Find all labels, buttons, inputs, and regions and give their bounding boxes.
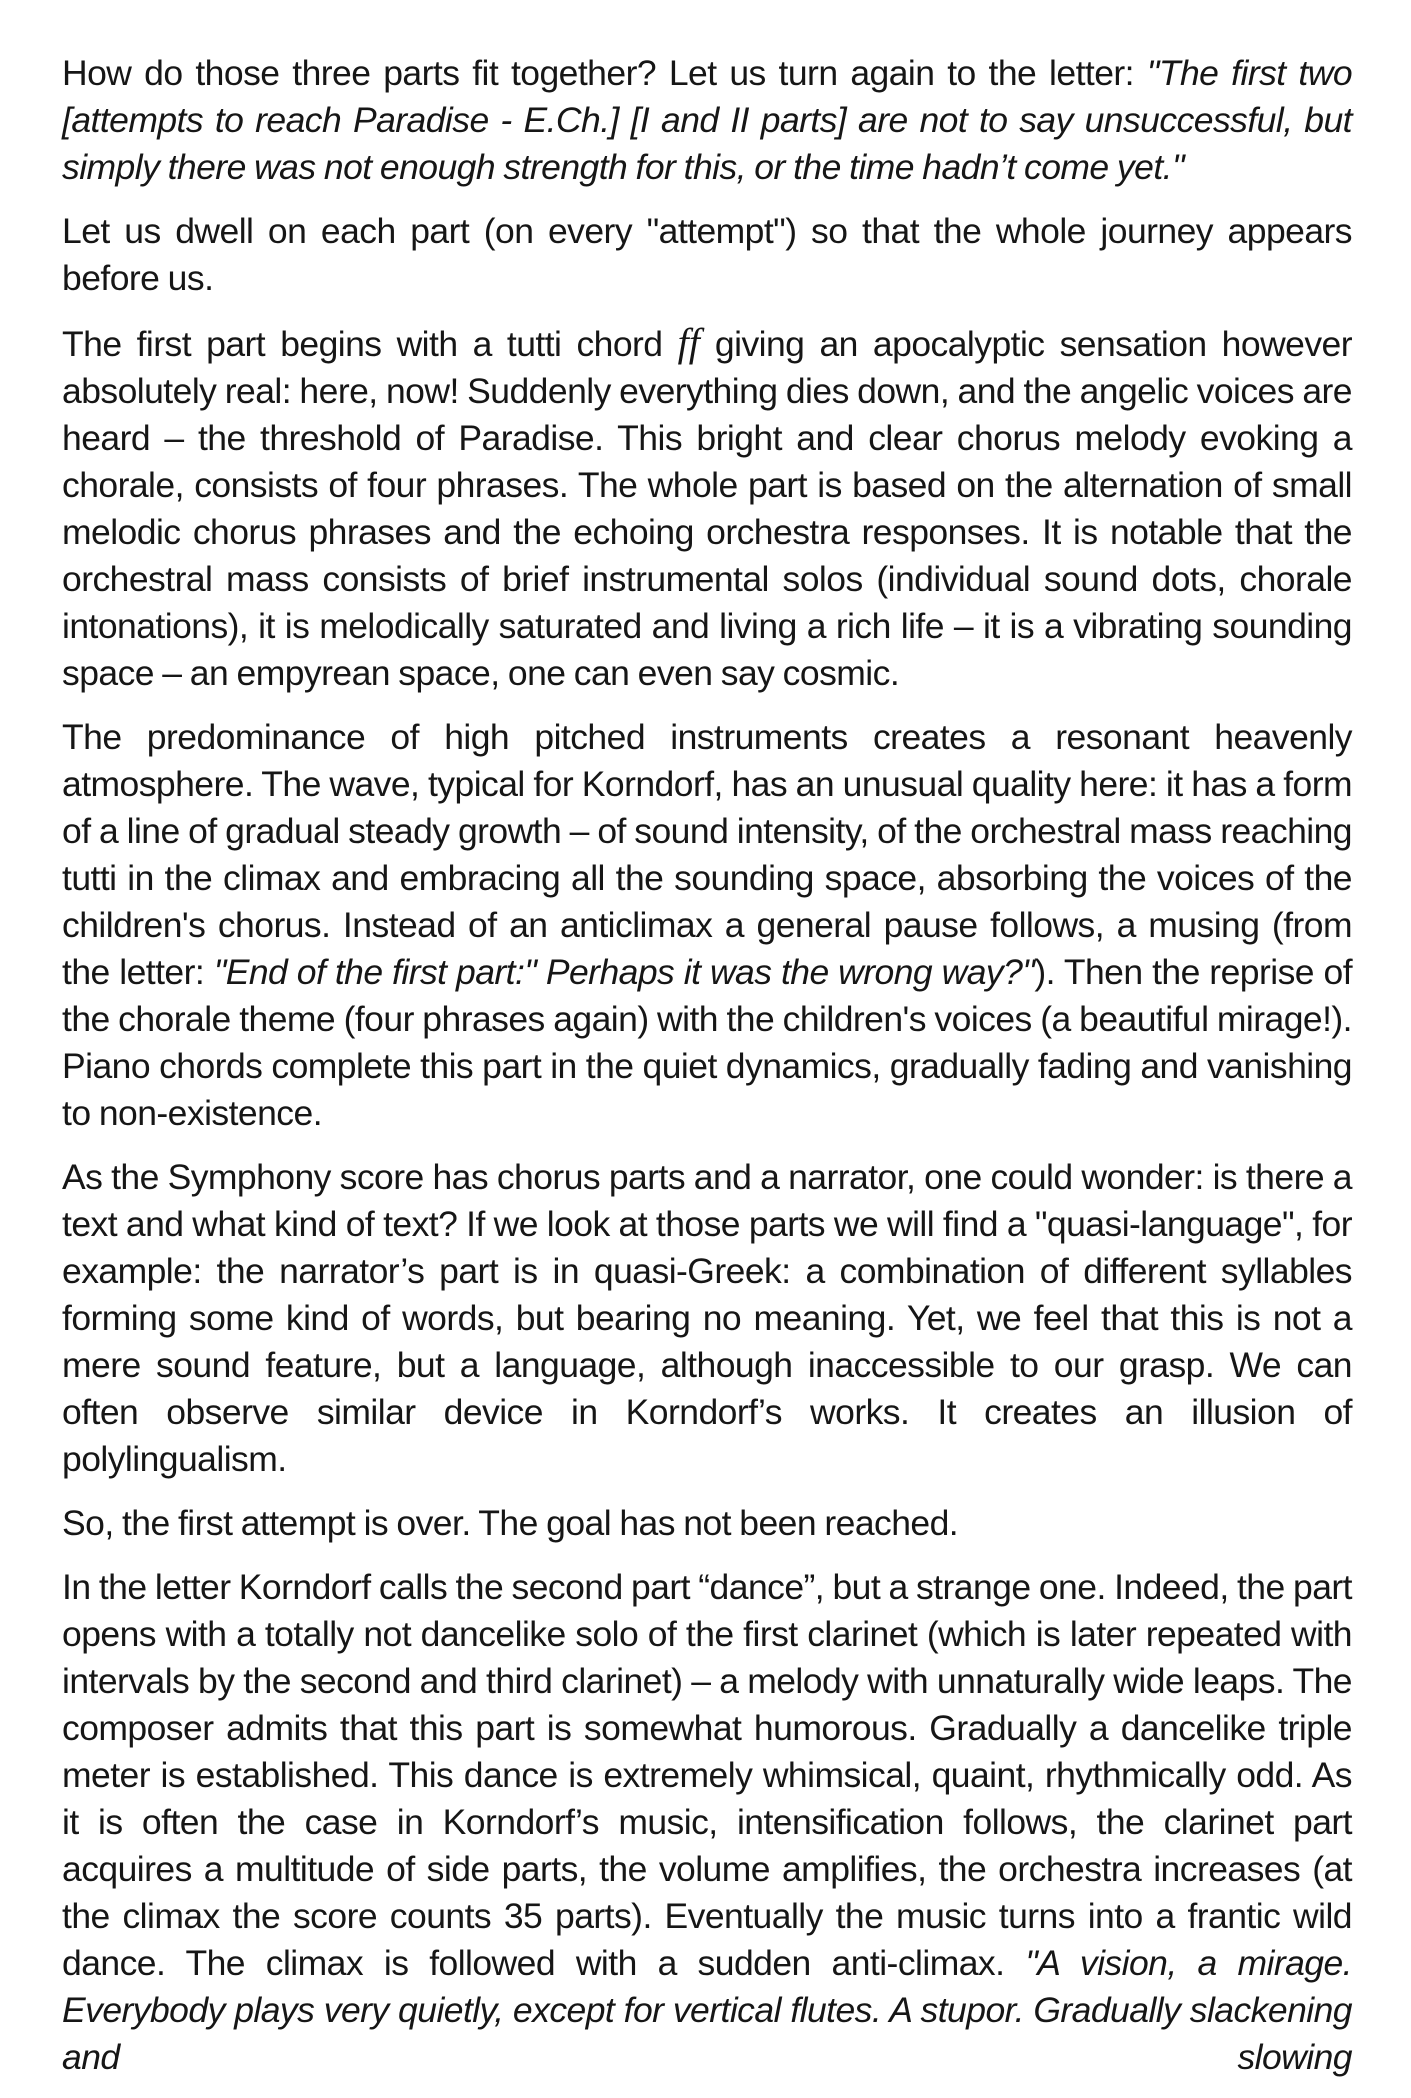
paragraph-7-text: In the letter Korndorf calls the second part “dance”, but a strange one. Indeed, the part opens with a totally not dancelike solo of the first clarinet (which is later repeated with intervals by the second and third clarinet) – a melody with unnaturally wide leaps. The composer admits that this part is somewhat humorous. Gradually a dancelike triple meter is established. This dance is extremely whimsical, quaint, rhythmically odd. As it is often the case in Korndorf’s music, intensification follows, the clarinet part acquires a multitude of side parts, the volume amplifies, the orchestra increases (at the climax the score counts 35 parts). Eventually the music turns into a frantic wild dance. The climax is followed with a sudden anti-climax. <box>62 1567 1352 1983</box>
paragraph-6-text: So, the first attempt is over. The goal has not been reached. <box>62 1503 959 1543</box>
paragraph-6 <box>62 1500 1352 1547</box>
paragraph-3 <box>62 319 1352 697</box>
paragraph-3-text-start: The first part begins with a tutti chord <box>62 324 678 364</box>
paragraph-5 <box>62 1154 1352 1483</box>
paragraph-4-text-rest: ). Then the reprise of the chorale theme (four phrases again) with the children's voices (a beautiful mirage!). Piano chords complete this part in the quiet dynamics, gradually fading and vanishing to non-existence. <box>62 952 1353 1133</box>
paragraph-3-text-rest: giving an apocalyptic sensation however absolutely real: here, now! Suddenly everything dies down, and the angelic voices are heard – the threshold of Paradise. This bright and clear chorus melody evoking a chorale, consists of four phrases. The whole part is based on the alternation of small melodic chorus phrases and the echoing orchestra responses. It is notable that the orchestral mass consists of brief instrumental solos (individual sound dots, chorale intonations), it is melodically saturated and living a rich life – it is a vibrating sounding space – an empyrean space, one can even say cosmic. <box>62 324 1353 693</box>
fortissimo-dynamic-mark: ff <box>677 320 700 365</box>
letter-quote-first-two-attempts: "The first two [attempts to reach Paradise - E.Ch.] [I and II parts] are not to say unsuccessful, but simply there was not enough strength for this, or the time hadn’t come yet." <box>62 53 1353 187</box>
paragraph-5-text: As the Symphony score has chorus parts and a narrator, one could wonder: is there a text and what kind of text? If we look at those parts we will find a "quasi-language", for example: the narrator’s part is in quasi-Greek: a combination of different syllables forming some kind of words, but bearing no meaning. Yet, we feel that this is not a mere sound feature, but a language, although inaccessible to our grasp. We can often observe similar device in Korndorf’s works. It creates an illusion of polylingualism. <box>62 1157 1352 1479</box>
letter-quote-end-of-first-part: "End of the first part:" Perhaps it was the wrong way?" <box>213 952 1035 992</box>
letter-quote-vision-mirage: "A vision, a mirage. Everybody plays very quietly, except for vertical flutes. A stupor. Gradually slackening and slowing <box>62 1943 1352 2077</box>
paragraph-1-text: How do those three parts fit together? Let us turn again to the letter: <box>62 53 1147 93</box>
paragraph-2-text: Let us dwell on each part (on every "attempt") so that the whole journey appears before us. <box>62 211 1352 298</box>
paragraph-4-text-start: The predominance of high pitched instruments creates a resonant heavenly atmosphere. The wave, typical for Korndorf, has an unusual quality here: it has a form of a line of gradual steady growth – of sound intensity, of the orchestral mass reaching tutti in the climax and embracing all the sounding space, absorbing the voices of the children's chorus. Instead of an anticlimax a general pause follows, a musing (from the letter: <box>62 717 1352 992</box>
paragraph-4 <box>62 714 1352 1137</box>
document-page <box>62 50 1352 2098</box>
paragraph-2 <box>62 208 1352 302</box>
paragraph-1 <box>62 50 1352 191</box>
paragraph-7 <box>62 1564 1352 2081</box>
